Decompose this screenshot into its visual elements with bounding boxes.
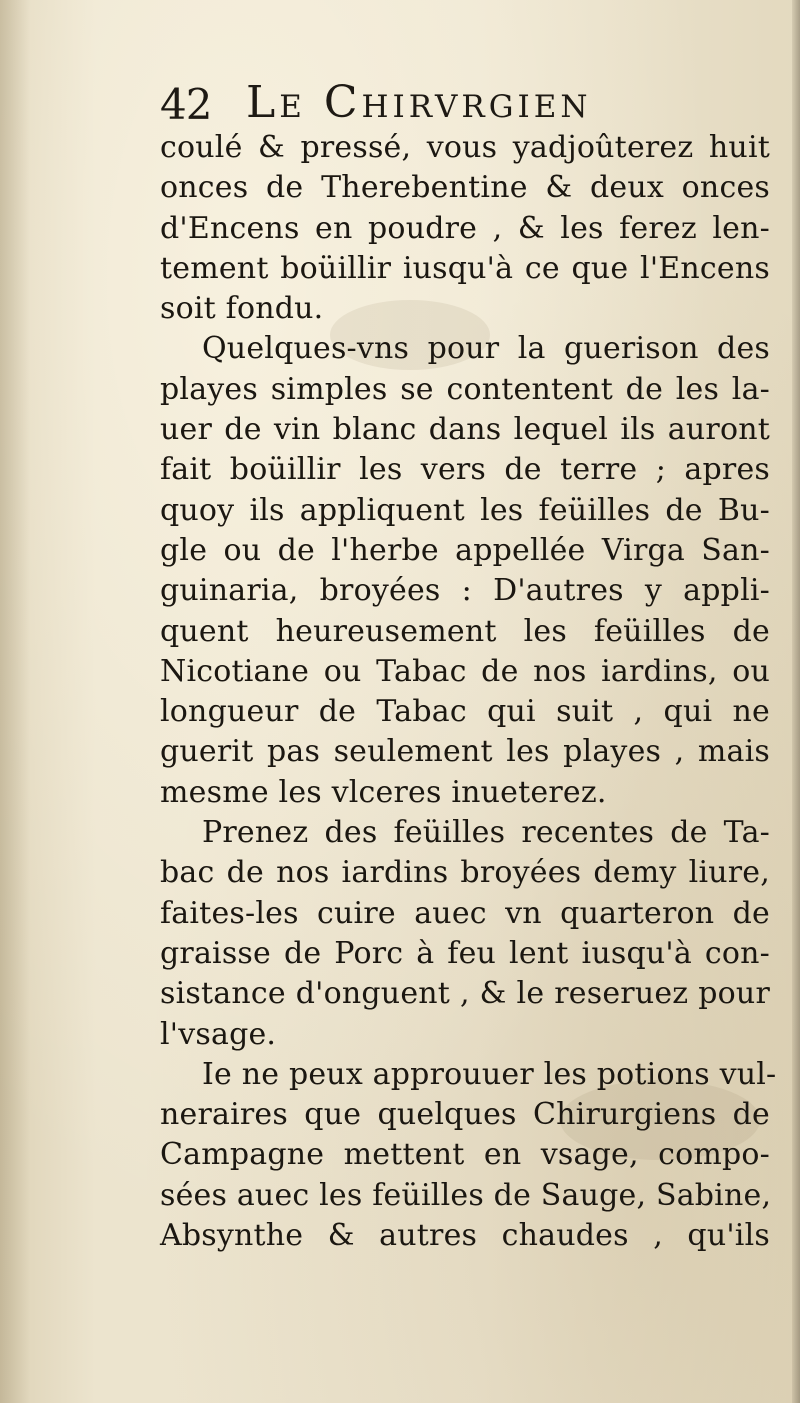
body-text — [160, 128, 777, 1256]
text-line: guinaria, broyées : D'autres y appli- — [160, 573, 770, 609]
text-line: guerit pas seulement les playes , mais — [160, 734, 770, 770]
text-line: Ie ne peux approuuer les potions vul- — [202, 1056, 777, 1092]
text-line: bac de nos iardins broyées demy liure, — [160, 855, 770, 891]
text-line: gle ou de l'herbe appellée Virga San- — [160, 532, 770, 568]
page-edge-shadow — [792, 0, 800, 1403]
text-line: Absynthe & autres chaudes , qu'ils — [160, 1218, 770, 1254]
text-line: uer de vin blanc dans lequel ils auront — [160, 412, 770, 448]
text-line: graisse de Porc à feu lent iusqu'à con- — [160, 935, 770, 971]
text-line: tement boüillir iusqu'à ce que l'Encens — [160, 250, 770, 286]
text-line: mesme les vlceres inueterez. — [160, 774, 607, 810]
text-line: quent heureusement les feüilles de — [160, 613, 770, 649]
text-line: onces de Therebentine & deux onces — [160, 170, 770, 206]
running-title: Le Chirvrgien — [246, 77, 592, 128]
text-line: Prenez des feüilles recentes de Ta- — [202, 815, 770, 851]
text-line: sistance d'onguent , & le reseruez pour — [160, 976, 770, 1012]
text-line: faites-les cuire auec vn quarteron de — [160, 895, 770, 931]
text-line: sées auec les feüilles de Sauge, Sabine, — [160, 1177, 772, 1213]
text-line: soit fondu. — [160, 291, 324, 327]
text-line: neraires que quelques Chirurgiens de — [160, 1097, 770, 1133]
running-head — [160, 76, 680, 132]
page-number: 42 — [160, 80, 212, 129]
text-line: Nicotiane ou Tabac de nos iardins, ou — [160, 653, 770, 689]
text-line: coulé & pressé, vous yadjoûterez huit — [160, 130, 770, 165]
text-line: quoy ils appliquent les feüilles de Bu- — [160, 492, 770, 528]
text-line: Quelques-vns pour la guerison des — [202, 331, 770, 367]
text-line: fait boüillir les vers de terre ; apres — [160, 452, 770, 488]
text-line: playes simples se contentent de les la- — [160, 371, 770, 407]
page-gutter-shadow — [0, 0, 30, 1403]
text-line: d'Encens en poudre , & les ferez len- — [160, 210, 770, 246]
text-line: longueur de Tabac qui suit , qui ne — [160, 694, 770, 730]
text-line: Campagne mettent en vsage, compo- — [160, 1137, 770, 1173]
text-line: l'vsage. — [160, 1016, 277, 1052]
